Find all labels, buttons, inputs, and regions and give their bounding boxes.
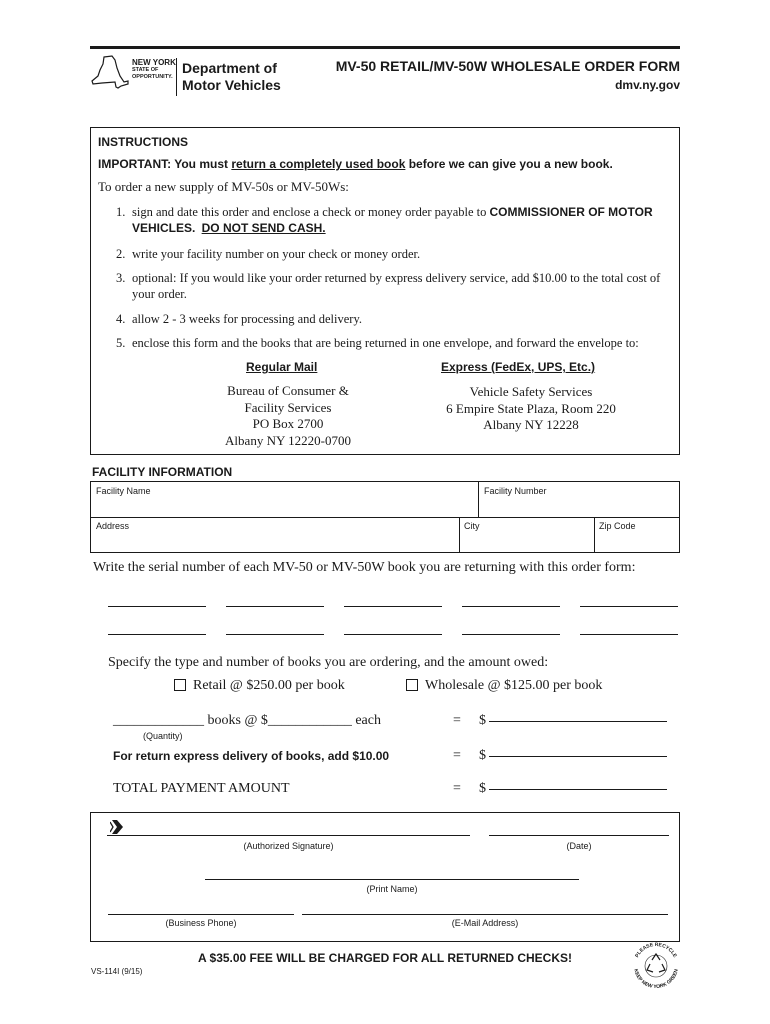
serial-number-field[interactable] (108, 606, 206, 607)
svg-text:KEEP NEW YORK GREEN: KEEP NEW YORK GREEN (632, 968, 680, 991)
logo-department-name: Department of Motor Vehicles (182, 60, 281, 93)
facility-info-title: FACILITY INFORMATION (92, 465, 233, 479)
new-york-state-map-icon (90, 54, 130, 94)
serial-number-field[interactable] (580, 606, 678, 607)
print-name-field[interactable] (205, 879, 579, 880)
instructions-title: INSTRUCTIONS (98, 135, 188, 149)
date-field[interactable] (489, 835, 669, 836)
signature-box (90, 812, 680, 942)
print-name-label: (Print Name) (366, 884, 418, 894)
serial-number-field[interactable] (226, 634, 324, 635)
serial-number-field[interactable] (344, 606, 442, 607)
business-phone-field[interactable] (108, 914, 294, 915)
wholesale-option-label: Wholesale @ $125.00 per book (425, 678, 603, 693)
serial-number-field[interactable] (344, 634, 442, 635)
city-label: City (464, 521, 480, 531)
address-label: Address (96, 521, 130, 531)
svg-text:PLEASE RECYCLE: PLEASE RECYCLE (634, 941, 678, 959)
authorized-signature-label: (Authorized Signature) (243, 841, 334, 851)
dollar-sign: $ (479, 713, 486, 728)
authorized-signature-field[interactable] (107, 835, 470, 836)
business-phone-label: (Business Phone) (165, 918, 237, 928)
website: dmv.ny.gov (615, 78, 680, 92)
express-mail-address: Vehicle Safety Services 6 Empire State Plaza, Room 220 Albany NY 12228 (446, 384, 616, 432)
instructions-intro: To order a new supply of MV-50s or MV-50Ws: (98, 179, 349, 194)
sign-here-arrow-icon (110, 819, 124, 835)
facility-number-label: Facility Number (484, 486, 547, 496)
important-notice: IMPORTANT: You must return a completely used book before we can give you a new book. (98, 157, 613, 171)
form-title: MV-50 RETAIL/MV-50W WHOLESALE ORDER FORM (335, 58, 680, 74)
serial-number-field[interactable] (462, 634, 560, 635)
dollar-sign: $ (479, 781, 486, 796)
regular-mail-heading: Regular Mail (246, 360, 318, 374)
facility-number-field[interactable] (479, 482, 679, 517)
nys-dmv-logo (90, 54, 280, 98)
serial-number-field[interactable] (226, 606, 324, 607)
equals-sign: = (453, 781, 461, 796)
email-address-field[interactable] (302, 914, 668, 915)
logo-divider (176, 58, 177, 96)
express-mail-heading: Express (FedEx, UPS, Etc.) (441, 360, 596, 374)
date-label: (Date) (566, 841, 592, 851)
quantity-label: (Quantity) (143, 731, 183, 741)
equals-sign: = (453, 713, 461, 728)
serial-number-field[interactable] (462, 606, 560, 607)
express-fee-amount-field[interactable] (489, 756, 667, 757)
returned-check-fee-warning: A $35.00 FEE WILL BE CHARGED FOR ALL RETURNED CHECKS! (197, 951, 573, 965)
header-rule (90, 46, 680, 49)
equals-sign: = (453, 748, 461, 763)
serial-number-prompt: Write the serial number of each MV-50 or MV-50W book you are returning with this order form: (93, 560, 636, 575)
regular-mail-address: Bureau of Consumer & Facility Services PO Box 2700 Albany NY 12220-0700 (225, 383, 351, 448)
retail-option-label: Retail @ $250.00 per book (193, 678, 345, 693)
express-delivery-fee-label: For return express delivery of books, add $10.00 (113, 749, 390, 763)
books-amount-field[interactable] (489, 721, 667, 722)
zip-code-field[interactable] (595, 518, 679, 552)
logo-state-text: NEW YORK STATE OF OPPORTUNITY. (132, 58, 176, 80)
email-address-label: (E-Mail Address) (451, 918, 519, 928)
order-prompt: Specify the type and number of books you are ordering, and the amount owed: (108, 655, 549, 670)
serial-number-field[interactable] (580, 634, 678, 635)
books-quantity-line[interactable]: _____________ books @ $____________ each (113, 713, 381, 728)
zip-code-label: Zip Code (599, 521, 636, 531)
total-payment-label: TOTAL PAYMENT AMOUNT (113, 781, 290, 796)
facility-info-grid (90, 481, 680, 553)
address-field[interactable] (91, 518, 459, 552)
serial-number-field[interactable] (108, 634, 206, 635)
facility-name-field[interactable] (91, 482, 478, 517)
dollar-sign: $ (479, 748, 486, 763)
recycle-seal-icon (628, 938, 684, 994)
wholesale-checkbox[interactable] (406, 679, 418, 691)
form-number: VS-114I (9/15) (91, 967, 143, 976)
retail-checkbox[interactable] (174, 679, 186, 691)
total-amount-field[interactable] (489, 789, 667, 790)
city-field[interactable] (460, 518, 594, 552)
facility-name-label: Facility Name (96, 486, 151, 496)
